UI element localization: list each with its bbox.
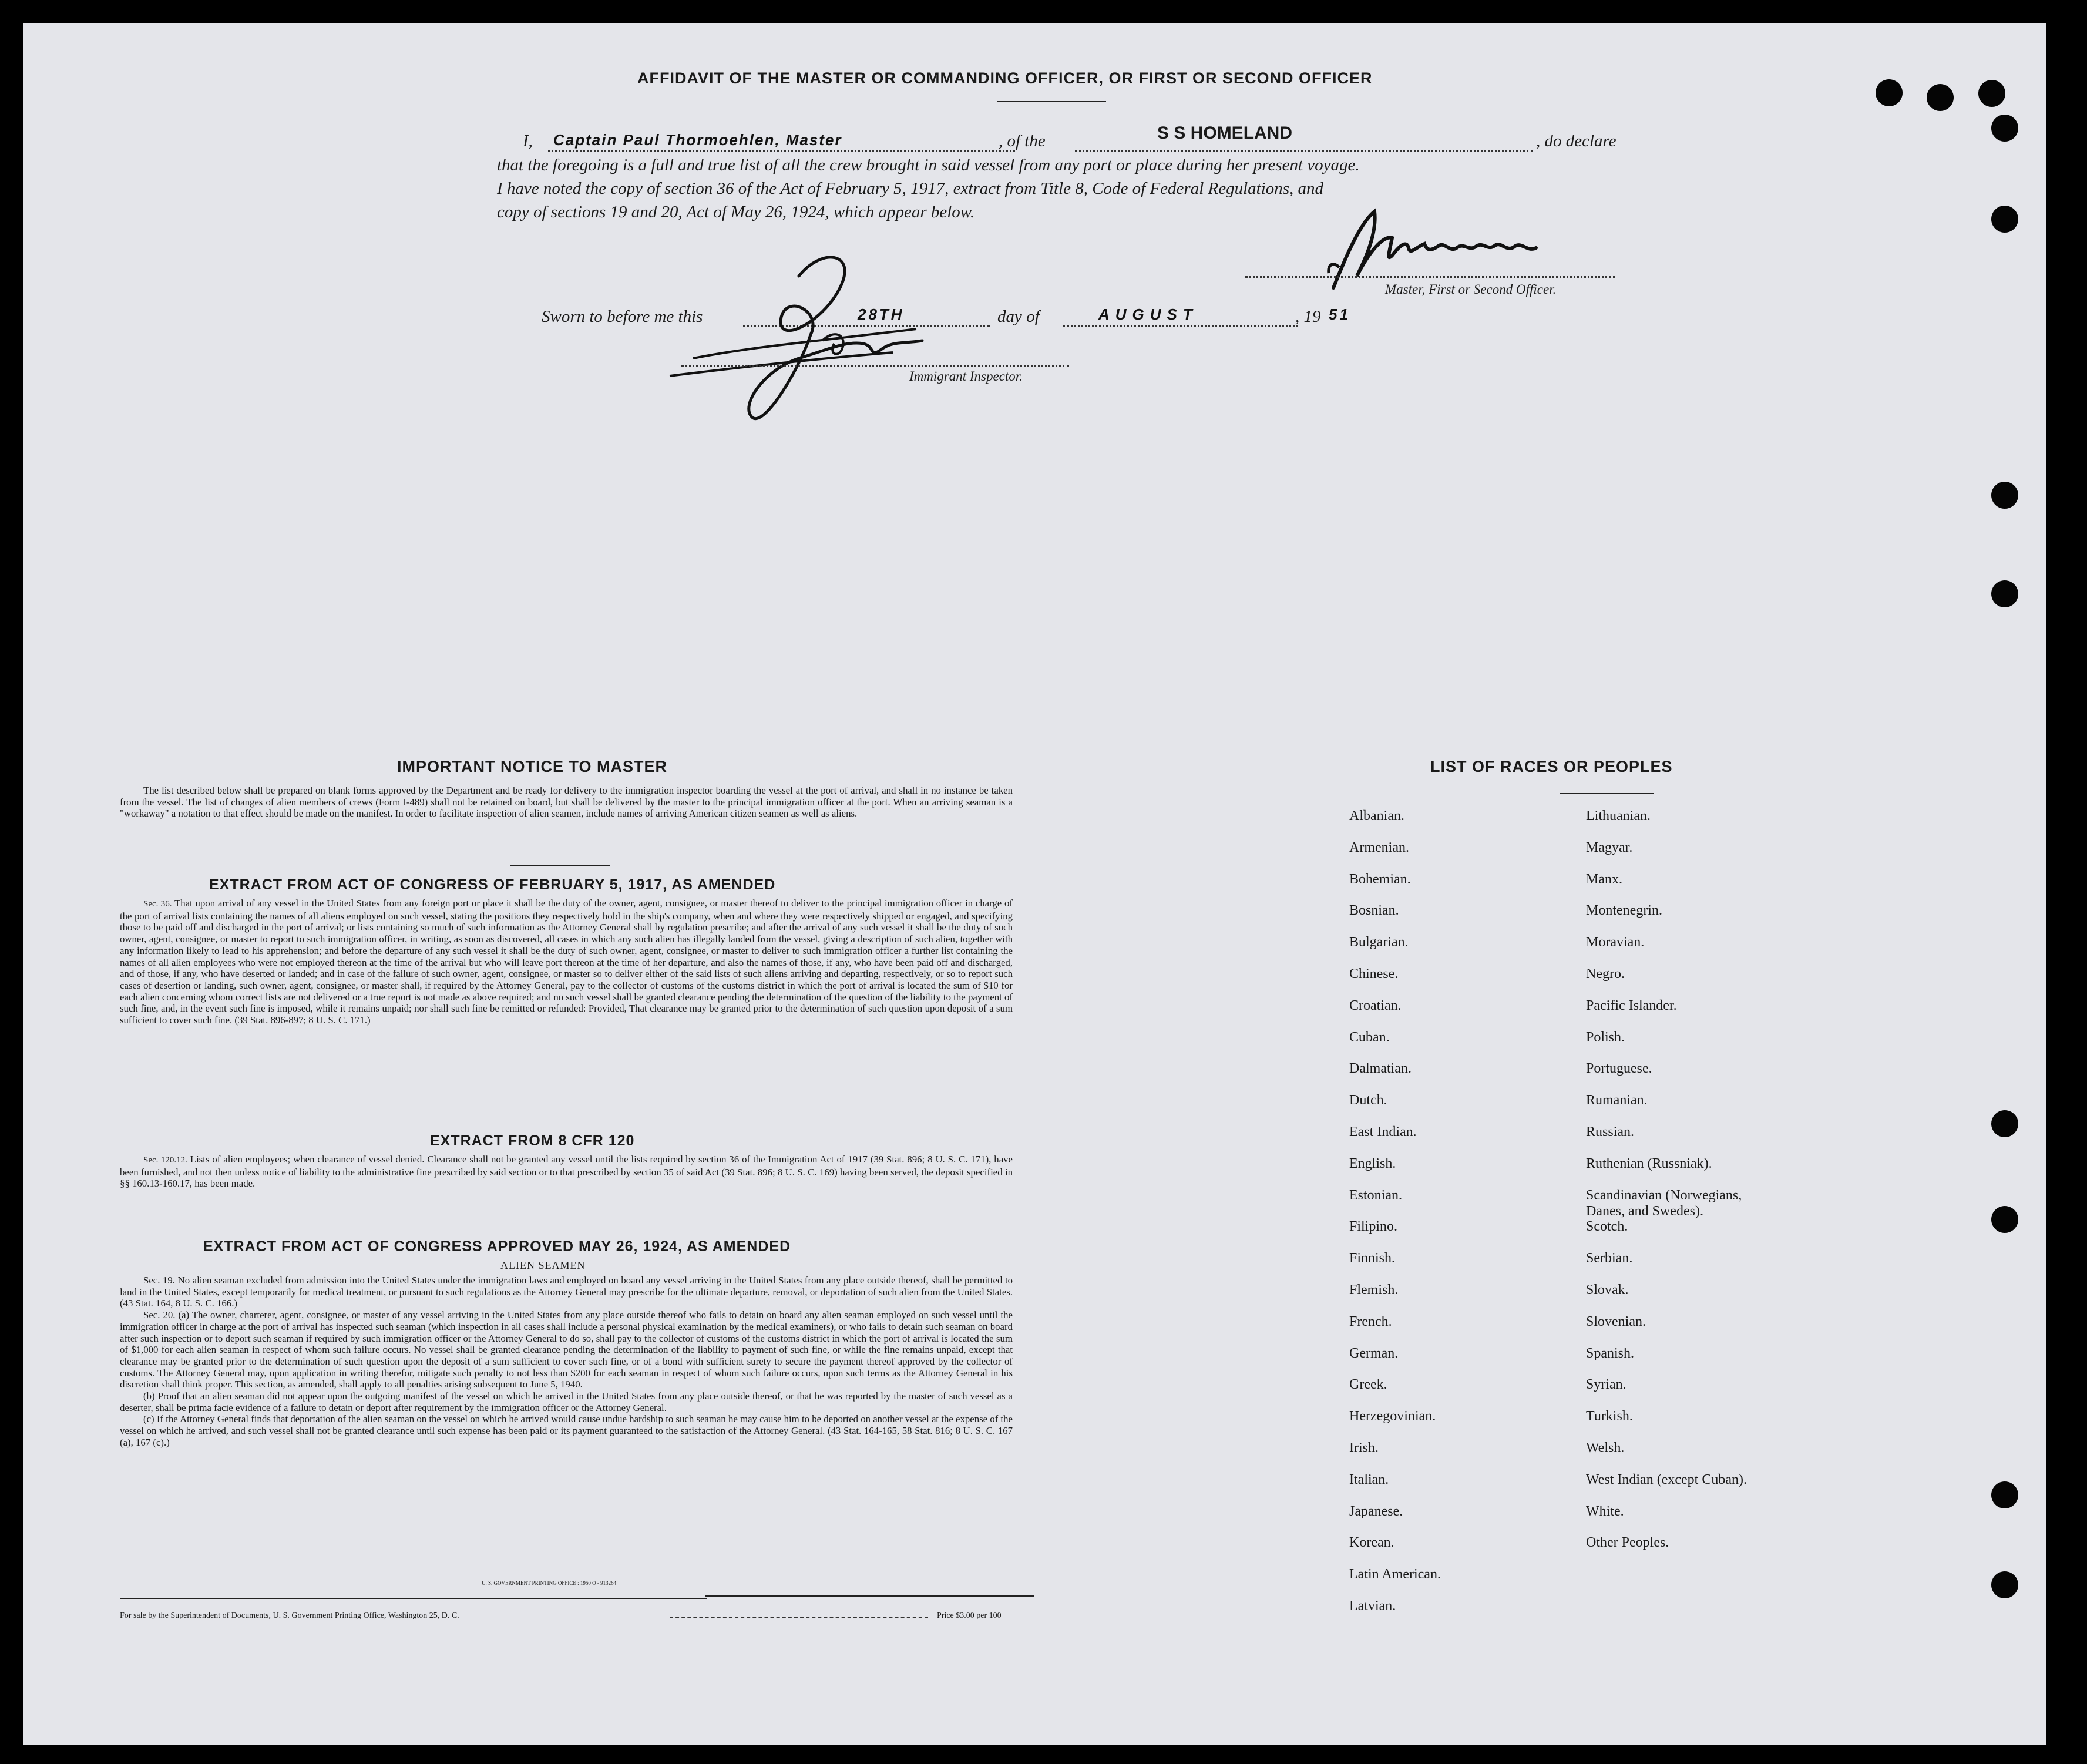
race-item: Bosnian. (1349, 903, 1399, 919)
race-item: Slovenian. (1586, 1313, 1646, 1329)
race-item: Manx. (1586, 871, 1622, 887)
race-item: German. (1349, 1345, 1399, 1361)
declarant-line (548, 150, 1015, 152)
section-rule (510, 865, 610, 866)
punch-hole (1876, 79, 1903, 106)
extract-1924-text (120, 1275, 1013, 1449)
punch-hole (1991, 482, 2018, 509)
sec-36-paragraph (120, 898, 1013, 1026)
race-item: Other Peoples. (1586, 1535, 1669, 1551)
sec-36-label: Sec. 36. (143, 899, 172, 909)
race-item: Flemish. (1349, 1282, 1399, 1298)
sec-20c-paragraph: (c) If the Attorney General finds that deportation of the alien seaman on the vessel on which he arrived would cause undue hardship to such seaman he may cause him to be deported on another vessel at the expense of the vessel on which he arrived, and such vessel shall not be granted clearance until such expense has been paid or its payment guaranteed to the satisfaction of the Attorney General. (43 Stat. 164-165, 58 Stat. 816; 8 U. S. C. 167 (a), 167 (c).) (120, 1413, 1013, 1448)
race-item: Turkish. (1586, 1409, 1633, 1424)
inspector-signature-line (681, 365, 1069, 367)
declarant-handwritten: Captain Paul Thormoehlen, Master (553, 131, 842, 149)
race-item: East Indian. (1349, 1124, 1417, 1140)
cfr-title: EXTRACT FROM 8 CFR 120 (430, 1133, 635, 1149)
races-rule (1560, 793, 1654, 794)
race-item: Filipino. (1349, 1219, 1398, 1235)
punch-hole (1991, 115, 2018, 142)
sec-20a-paragraph: Sec. 20. (a) The owner, charterer, agent, consignee, or master of any vessel arriving in the United States from any place outside thereof who fails to detain on board any alien seaman employed on such vessel until the immigration officer in charge at the port of arrival has inspected such seaman (which inspection in all cases shall include a personal physical examination by the medical examiners), or who fails to detain such seaman on board after such inspection or to deport such seaman if required by such immigration officer or the Attorney General to do so, shall pay to the collector of customs of the customs district in which the port of arrival is located the sum of $1,000 for each alien seaman in respect of whom such failure occurs. No vessel shall be granted clearance pending the determination of the liability to payment of such fine, or while the fine remains unpaid, except that clearance may be granted prior to the determination of such question upon the deposit of a sum sufficient to cover such fine, or of a bond with sufficient surety to secure the payment thereof approved by the collector of customs. The Attorney General may, upon application in writing therefor, mitigate such penalty to not less than $200 for each seaman in respect of whom such failure occurs, upon such terms as the Attorney General in his discretion shall think proper. This section, as amended, shall apply to all penalties arising subsequent to June 5, 1940. (120, 1309, 1013, 1390)
race-item: Welsh. (1586, 1440, 1625, 1456)
race-item: West Indian (except Cuban). (1586, 1471, 1747, 1487)
race-item: Armenian. (1349, 839, 1409, 855)
notice-title: IMPORTANT NOTICE TO MASTER (397, 758, 667, 775)
race-item: Chinese. (1349, 966, 1399, 982)
race-item: Scandinavian (Norwegians, (1586, 1187, 1742, 1203)
races-title: LIST OF RACES OR PEOPLES (1430, 758, 1673, 775)
race-item: Herzegovinian. (1349, 1409, 1436, 1424)
race-item: Magyar. (1586, 839, 1633, 855)
race-item: Bohemian. (1349, 871, 1411, 887)
race-item: Finnish. (1349, 1251, 1396, 1266)
notice-paragraph: The list described below shall be prepared on blank forms approved by the Department and be ready for delivery to the immigration inspector boarding the vessel at the port of arrival, and shall in no instance be taken from the vessel. The list of changes of alien members of crews (Form I-489) shall not be retained on board, but shall be delivered by the master to the principal immigration officer at the port. When an arriving seaman is a "workaway" a notation to that effect should be made on the manifest. In order to facilitate inspection of alien seamen, include names of arriving American citizen seamen as well as aliens. (120, 785, 1013, 819)
punch-hole (1927, 84, 1954, 111)
race-item: Latin American. (1349, 1567, 1441, 1582)
gpo-imprint: U. S. GOVERNMENT PRINTING OFFICE : 1950 O - 913264 (482, 1580, 617, 1586)
footer-rule-left (120, 1598, 707, 1599)
sec-120-paragraph (120, 1154, 1013, 1190)
form-page (23, 23, 2046, 1745)
day-of-label: day of (997, 307, 1040, 326)
race-item: Serbian. (1586, 1251, 1633, 1266)
sec-120-label: Sec. 120.12. (143, 1155, 187, 1165)
sec-36-text: That upon arrival of any vessel in the United States from any foreign port or place it shall be the duty of the owner, agent, consignee, or master thereof to deliver to the principal immigration officer in charge of the port of arrival lists containing the names of all aliens employed on such vessel, stating the positions they respectively hold in the ship's company, when and where they were respectively shipped or engaged, and specifying those to be paid off and discharged in the port of arrival; or lists containing so much of such information as the Attorney General shall by regulation prescribe; and after the arrival of any such vessel it shall be the duty of such owner, agent, consignee, or master to report to such immigration officer, in writing, as soon as discovered, all cases in which any such alien has illegally landed from the vessel, giving a description of such alien, together with any information likely to lead to his apprehension; and before the departure of any such vessel it shall be the duty of such owner, agent, consignee, or master to deliver to such immigration officer a further list containing the names of all alien employees who were not employed thereon at the time of the arrival but who will leave port thereon at the time of her departure, and also the names of those, if any, who have been paid off and discharged, and of those, if any, who have deserted or landed; and in case of the failure of such owner, agent, consignee, or master so to deliver either of the said lists of such aliens arriving and departing, respectively, or so to report such cases of desertion or landing, such owner, agent, consignee, or master shall, if required by the Attorney General, pay to the collector of customs of the customs district in which the port of arrival is located the sum of $10 for each alien concerning whom correct lists are not delivered or a true report is not made as above required; and no such vessel shall be granted clearance pending the determination of the question of the liability to the payment of such fine, and, in the event such fine is imposed, while it remains unpaid; nor shall such fine be remitted or refunded: Provided, That clearance may be granted prior to the determination of such question upon deposit of a sum sufficient to cover such fine. (39 Stat. 896-897; 8 U. S. C. 171.) (120, 898, 1013, 1026)
extract-1924-title: EXTRACT FROM ACT OF CONGRESS APPROVED MAY 26, 1924, AS AMENDED (203, 1238, 791, 1255)
day-handwritten: 28TH (858, 305, 905, 323)
race-item: Polish. (1586, 1029, 1625, 1045)
punch-hole (1991, 1571, 2018, 1598)
race-item: Lithuanian. (1586, 808, 1651, 824)
vessel-name: S S HOMELAND (1157, 123, 1293, 143)
punch-hole (1991, 1206, 2018, 1233)
vessel-line (1075, 150, 1533, 152)
alien-seamen-subtitle: ALIEN SEAMEN (500, 1259, 586, 1271)
sec-20b-paragraph: (b) Proof that an alien seaman did not appear upon the outgoing manifest of the vessel on which he arrived in the United States from any place outside thereof, or that he was reported by the master of such vessel as a deserter, shall be prima facie evidence of a failure to detain or deport after requirement by the immigration officer or the Attorney General. (120, 1390, 1013, 1413)
race-item: Syrian. (1586, 1377, 1626, 1393)
year-handwritten: 51 (1329, 305, 1350, 323)
race-item: Bulgarian. (1349, 935, 1409, 950)
master-signature (1304, 200, 1586, 294)
inspector-signature (646, 241, 975, 441)
punch-hole (1991, 1110, 2018, 1137)
sworn-label: Sworn to before me this (542, 307, 703, 326)
master-caption: Master, First or Second Officer. (1385, 282, 1557, 297)
race-item: French. (1349, 1313, 1392, 1329)
race-item: Croatian. (1349, 997, 1402, 1013)
inspector-caption: Immigrant Inspector. (909, 369, 1023, 384)
affidavit-line-2: that the foregoing is a full and true list of all the crew brought in said vessel from any port or place during her present voyage. (497, 156, 1360, 174)
race-item: Danes, and Swedes). (1586, 1203, 1703, 1219)
cfr-text (120, 1154, 1013, 1190)
race-item: Russian. (1586, 1124, 1635, 1140)
affidavit-line-4: copy of sections 19 and 20, Act of May 26, 1924, which appear below. (497, 203, 975, 221)
race-item: White. (1586, 1503, 1624, 1519)
race-item: Japanese. (1349, 1503, 1403, 1519)
year-prefix: , 19 (1295, 307, 1321, 326)
price-note: Price $3.00 per 100 (937, 1611, 1002, 1620)
race-item: Spanish. (1586, 1345, 1635, 1361)
race-item: Cuban. (1349, 1029, 1390, 1045)
race-item: Estonian. (1349, 1187, 1402, 1203)
race-item: Montenegrin. (1586, 903, 1662, 919)
notice-text (120, 785, 1013, 819)
race-item: Italian. (1349, 1471, 1389, 1487)
month-handwritten: AUGUST (1098, 305, 1198, 323)
affidavit-title: AFFIDAVIT OF THE MASTER OR COMMANDING OFFICER, OR FIRST OR SECOND OFFICER (637, 69, 1373, 87)
extract-1917-title: EXTRACT FROM ACT OF CONGRESS OF FEBRUARY 5, 1917, AS AMENDED (209, 876, 776, 893)
affidavit-do-declare: , do declare (1536, 132, 1616, 150)
race-item: Pacific Islander. (1586, 997, 1677, 1013)
extract-1917-text (120, 898, 1013, 1026)
race-item: Portuguese. (1586, 1061, 1652, 1077)
punch-hole (1978, 80, 2005, 107)
month-line (1063, 325, 1298, 327)
footer-rule-right (705, 1595, 1034, 1597)
affidavit-i: I, (523, 132, 533, 150)
race-item: Rumanian. (1586, 1093, 1648, 1108)
race-item: Dalmatian. (1349, 1061, 1412, 1077)
race-item: Moravian. (1586, 935, 1645, 950)
sec-120-text: Lists of alien employees; when clearance of vessel denied. Clearance shall not be granted any vessel until the lists required by section 36 of the Immigration Act of 1917 (39 Stat. 896; 8 U. S. C. 171), have been furnished, and not then unless notice of liability to the administrative fine prescribed by said section or to that prescribed by section 35 of said Act (39 Stat. 896; 8 U. S. C. 169) having been served, the deposit specified in §§ 160.13-160.17, has been made. (120, 1154, 1013, 1190)
affidavit-line-3: I have noted the copy of section 36 of the Act of February 5, 1917, extract from Title 8, Code of Federal Regulations, and (497, 179, 1324, 198)
race-item: Scotch. (1586, 1219, 1628, 1235)
race-item: Albanian. (1349, 808, 1404, 824)
sec-19-paragraph: Sec. 19. No alien seaman excluded from admission into the United States under the immigration laws and employed on board any vessel arriving in the United States from any place outside thereof, shall be permitted to land in the United States, except temporarily for medical treatment, or pursuant to such regulations as the Attorney General may prescribe for the ultimate departure, removal, or deportation of such alien from the United States. (43 Stat. 164, 8 U. S. C. 166.) (120, 1275, 1013, 1309)
race-item: Korean. (1349, 1535, 1394, 1551)
affidavit-of-the: , of the (999, 132, 1046, 150)
punch-hole (1991, 580, 2018, 607)
for-sale-note: For sale by the Superintendent of Documents, U. S. Government Printing Office, Washington 25, D. C. (120, 1611, 459, 1620)
race-item: Latvian. (1349, 1598, 1396, 1614)
footer-dot-leader (670, 1617, 928, 1618)
race-item: Negro. (1586, 966, 1625, 982)
punch-hole (1991, 206, 2018, 233)
race-item: Dutch. (1349, 1093, 1387, 1108)
race-item: Ruthenian (Russniak). (1586, 1155, 1712, 1171)
punch-hole (1991, 1481, 2018, 1508)
race-item: Irish. (1349, 1440, 1379, 1456)
race-item: English. (1349, 1155, 1396, 1171)
master-signature-line (1245, 276, 1615, 278)
race-item: Greek. (1349, 1377, 1387, 1393)
title-rule (997, 101, 1106, 102)
race-item: Slovak. (1586, 1282, 1629, 1298)
